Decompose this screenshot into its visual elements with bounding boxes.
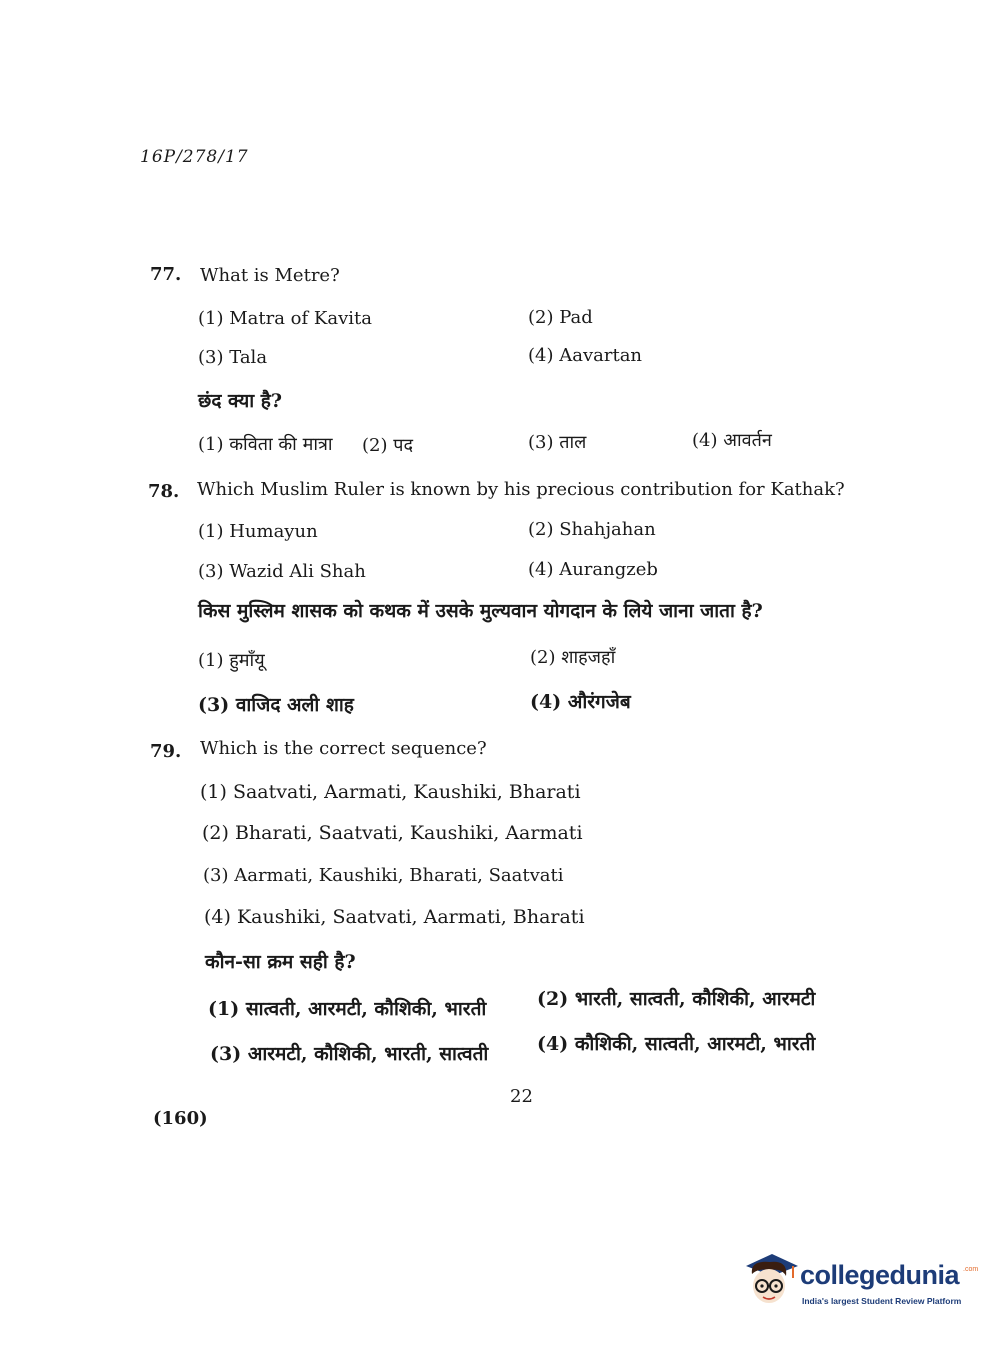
question-number: 78. [148,481,180,502]
option-hindi: (1) हुमाँयू [198,650,265,671]
option-hindi: (3) वाजिद अली शाह [198,694,354,716]
question-text: Which Muslim Ruler is known by his precious contribution for Kathak? [197,479,845,500]
option-hindi: (2) शाहजहाँ [530,647,616,668]
option-hindi: (1) सात्वती, आरमटी, कौशिकी, भारती [208,998,487,1020]
option: (2) Pad [528,307,593,328]
paper-code: 16P/278/17 [140,147,249,167]
option: (3) Tala [198,347,268,368]
option-hindi: (4) आवर्तन [692,430,772,451]
option-hindi: (3) आरमटी, कौशिकी, भारती, सात्वती [210,1043,489,1065]
collegedunia-logo [742,1252,979,1312]
question-number: 79. [150,741,182,762]
student-mascot-icon [742,1252,798,1310]
option-hindi: (3) ताल [528,432,587,453]
question-text-hindi: कौन-सा क्रम सही है? [205,951,356,973]
option: (2) Bharati, Saatvati, Kaushiki, Aarmati [202,822,583,844]
option-hindi: (2) भारती, सात्वती, कौशिकी, आरमटी [537,988,816,1010]
option: (4) Aurangzeb [528,559,658,580]
set-number: (160) [153,1108,208,1129]
option: (4) Kaushiki, Saatvati, Aarmati, Bharati [204,906,585,928]
question-text-hindi: छंद क्या है? [198,390,282,412]
logo-suffix: .com [963,1266,979,1273]
logo-wordmark: collegedunia [800,1260,960,1290]
question-text: Which is the correct sequence? [200,738,487,759]
option-hindi: (2) पद [362,435,414,456]
option-hindi: (4) औरंगजेब [530,691,631,713]
logo-tagline: India's largest Student Review Platform [802,1296,962,1306]
option: (1) Humayun [198,521,318,542]
question-text: What is Metre? [200,265,340,286]
option: (4) Aavartan [528,345,643,366]
option: (3) Wazid Ali Shah [198,561,366,582]
option: (3) Aarmati, Kaushiki, Bharati, Saatvati [203,865,564,886]
question-text-hindi: किस मुस्लिम शासक को कथक में उसके मुल्यवान योगदान के लिये जाना जाता है? [198,600,763,622]
option: (1) Saatvati, Aarmati, Kaushiki, Bharati [200,781,581,803]
question-number: 77. [150,264,182,285]
page-number: 22 [510,1086,533,1107]
option-hindi: (1) कविता की मात्रा [198,434,333,455]
option-hindi: (4) कौशिकी, सात्वती, आरमटी, भारती [537,1033,816,1055]
option: (2) Shahjahan [528,519,656,540]
option: (1) Matra of Kavita [198,308,372,329]
